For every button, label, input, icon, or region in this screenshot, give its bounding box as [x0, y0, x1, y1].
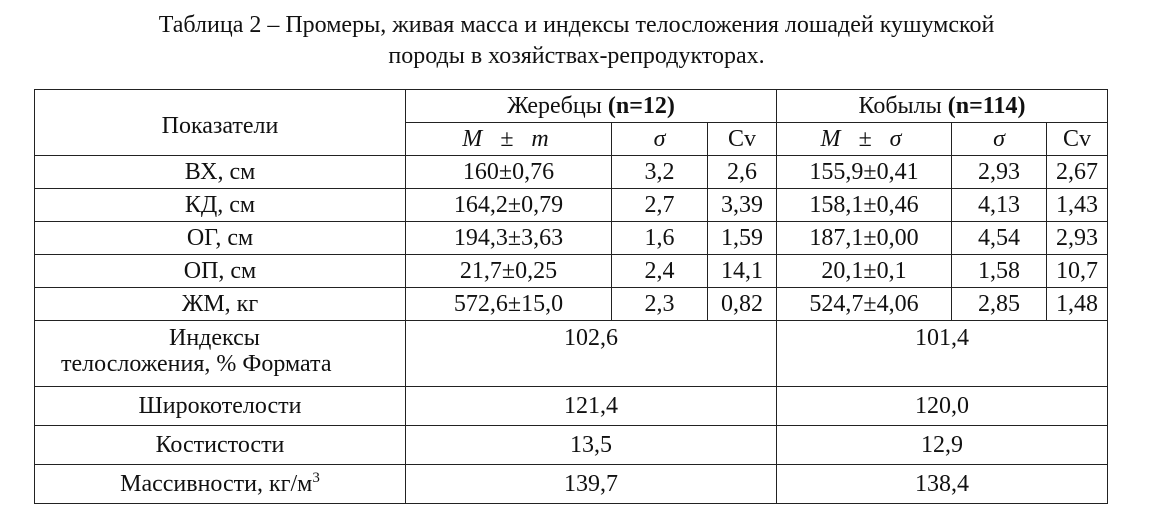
cell-index-mares: 120,0 [777, 387, 1108, 426]
header-stallions-label: Жеребцы [507, 93, 602, 119]
cell-mares-sigma: 4,13 [952, 189, 1047, 222]
cell-mares-sigma: 2,85 [952, 288, 1047, 321]
table-row [35, 288, 1108, 321]
row-label: ВХ, см [35, 156, 406, 189]
cell-mares-cv: 10,7 [1047, 255, 1108, 288]
cell-mares-cv: 1,43 [1047, 189, 1108, 222]
cell-mares-sigma: 4,54 [952, 222, 1047, 255]
col-stallions-sigma: σ [612, 123, 708, 156]
table-row [35, 387, 1108, 426]
indices-label [35, 321, 406, 387]
cell-index-mares: 12,9 [777, 426, 1108, 465]
header-mares [777, 90, 1108, 123]
row-label: ОП, см [35, 255, 406, 288]
header-mares-n: (n=114) [947, 93, 1026, 119]
table-row [35, 255, 1108, 288]
cell-mares-mean: 158,1±0,46 [777, 189, 952, 222]
row-label: ЖМ, кг [35, 288, 406, 321]
row-label [35, 465, 406, 504]
table-caption [0, 10, 1153, 72]
header-stallions-n: (n=12) [607, 93, 675, 119]
cell-stallions-cv: 3,39 [708, 189, 777, 222]
table-row [35, 465, 1108, 504]
cell-index-stallions: 121,4 [406, 387, 777, 426]
cell-stallions-cv: 2,6 [708, 156, 777, 189]
cell-mares-mean: 155,9±0,41 [777, 156, 952, 189]
table-row [35, 222, 1108, 255]
cell-stallions-mean: 194,3±3,63 [406, 222, 612, 255]
cell-stallions-sigma: 1,6 [612, 222, 708, 255]
cell-mares-cv: 1,48 [1047, 288, 1108, 321]
row-label: КД, см [35, 189, 406, 222]
cell-index-stallions: 13,5 [406, 426, 777, 465]
cell-mares-cv: 2,67 [1047, 156, 1108, 189]
cell-mares-mean: 20,1±0,1 [777, 255, 952, 288]
row-label-text: Массивности, кг/м [120, 471, 313, 497]
table-row [35, 189, 1108, 222]
header-row-groups [35, 90, 1108, 123]
indices-label-line-2: телосложения, % Формата [61, 351, 332, 377]
cell-mares-sigma: 2,93 [952, 156, 1047, 189]
col-stallions-mean: M ± m [406, 123, 612, 156]
cell-mares-sigma: 1,58 [952, 255, 1047, 288]
cell-format-stallions: 102,6 [406, 321, 777, 387]
row-label: Костистости [35, 426, 406, 465]
header-indicator: Показатели [35, 90, 406, 156]
indices-label-line-1: Индексы [169, 325, 260, 351]
col-mares-sigma: σ [952, 123, 1047, 156]
cell-stallions-mean: 164,2±0,79 [406, 189, 612, 222]
data-table [34, 89, 1108, 504]
row-label: ОГ, см [35, 222, 406, 255]
cell-stallions-sigma: 2,4 [612, 255, 708, 288]
header-stallions [406, 90, 777, 123]
col-mares-mean: M ± σ [777, 123, 952, 156]
cell-index-stallions: 139,7 [406, 465, 777, 504]
cell-mares-mean: 187,1±0,00 [777, 222, 952, 255]
row-label-superscript: 3 [312, 470, 320, 486]
cell-stallions-mean: 21,7±0,25 [406, 255, 612, 288]
cell-stallions-sigma: 2,7 [612, 189, 708, 222]
caption-line-1: Таблица 2 – Промеры, живая масса и индексы телосложения лошадей кушумской [158, 12, 995, 38]
cell-stallions-cv: 14,1 [708, 255, 777, 288]
table-row-indices-format [35, 321, 1108, 387]
cell-stallions-cv: 0,82 [708, 288, 777, 321]
cell-stallions-sigma: 2,3 [612, 288, 708, 321]
header-mares-label: Кобылы [858, 93, 942, 119]
table-row [35, 426, 1108, 465]
cell-index-mares: 138,4 [777, 465, 1108, 504]
cell-format-mares: 101,4 [777, 321, 1108, 387]
row-label: Широкотелости [35, 387, 406, 426]
col-mares-cv: Cv [1047, 123, 1108, 156]
cell-stallions-sigma: 3,2 [612, 156, 708, 189]
table-row [35, 156, 1108, 189]
cell-stallions-cv: 1,59 [708, 222, 777, 255]
cell-stallions-mean: 572,6±15,0 [406, 288, 612, 321]
col-stallions-cv: Cv [708, 123, 777, 156]
cell-stallions-mean: 160±0,76 [406, 156, 612, 189]
cell-mares-mean: 524,7±4,06 [777, 288, 952, 321]
caption-line-2: породы в хозяйствах-репродукторах. [388, 43, 765, 69]
cell-mares-cv: 2,93 [1047, 222, 1108, 255]
